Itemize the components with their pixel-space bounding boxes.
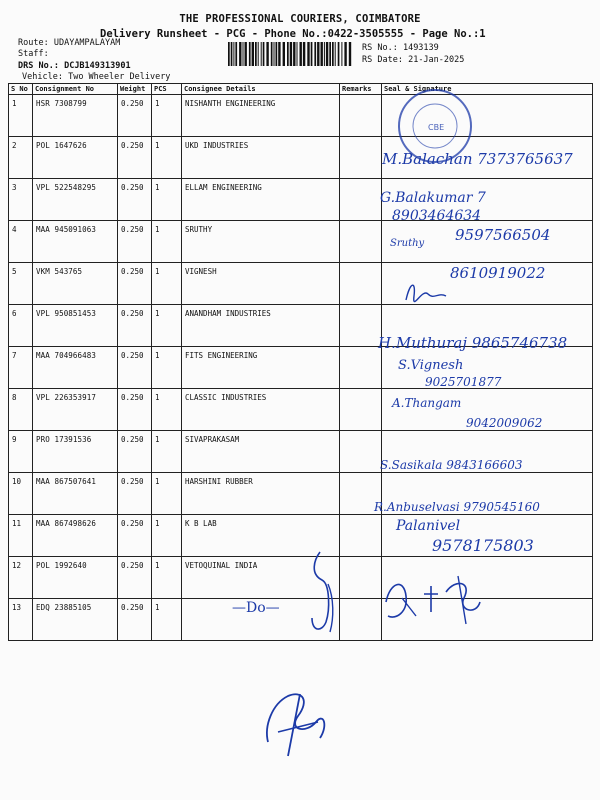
row-sno: 7 [9, 347, 33, 389]
row-pcs: 1 [152, 179, 182, 221]
runsheet-title: THE PROFESSIONAL COURIERS, COIMBATORE [179, 13, 421, 25]
row-consignee: VIGNESH [182, 263, 340, 305]
row-pcs: 1 [152, 389, 182, 431]
row-sno: 1 [9, 95, 33, 137]
row-weight: 0.250 [118, 263, 152, 305]
row-remarks [340, 221, 382, 263]
stamp-label: CBE [428, 123, 445, 132]
row-pcs: 1 [152, 95, 182, 137]
signature-row-4-name: Sruthy [390, 238, 425, 249]
col-header-remarks: Remarks [340, 84, 382, 95]
row-consignment-no: POL 1992640 [33, 557, 118, 599]
route-value: UDAYAMPALAYAM [53, 38, 121, 48]
rs-no-label: RS No.: [362, 43, 398, 53]
rs-no-value: 1493139 [402, 43, 439, 53]
row-consignment-no: MAA 867507641 [33, 473, 118, 515]
row-sno: 12 [9, 557, 33, 599]
signature-row-13 [376, 572, 486, 632]
drs-line [18, 61, 131, 71]
row-pcs: 1 [152, 347, 182, 389]
vehicle-value: Two Wheeler Delivery [68, 72, 171, 82]
row-sno: 11 [9, 515, 33, 557]
rs-date-value: 21-Jan-2025 [408, 55, 465, 65]
signature-row-8-phone: 9042009062 [466, 416, 543, 430]
row-consignee: SRUTHY [182, 221, 340, 263]
row-consignee: NISHANTH ENGINEERING [182, 95, 340, 137]
row-sno: 10 [9, 473, 33, 515]
runsheet-subtitle: Delivery Runsheet - PCG - Phone No.:0422-3505555 - Page No.:1 [100, 28, 486, 40]
row-remarks [340, 179, 382, 221]
row-remarks [340, 137, 382, 179]
row-pcs: 1 [152, 431, 182, 473]
row-weight: 0.250 [118, 431, 152, 473]
rs-no-line [362, 43, 439, 53]
vehicle-label: Vehicle: [22, 72, 63, 82]
row-consignment-no: VPL 950851453 [33, 305, 118, 347]
row-consignee: HARSHINI RUBBER [182, 473, 340, 515]
row-sno: 13 [9, 599, 33, 641]
signature-row-4-phone: 9597566504 [455, 226, 551, 244]
row-pcs: 1 [152, 599, 182, 641]
row-weight: 0.250 [118, 95, 152, 137]
col-header-pcs: PCS [152, 84, 182, 95]
row-consignment-no: MAA 867498626 [33, 515, 118, 557]
signature-row-3-phone: 8903464634 [392, 208, 482, 224]
drs-label: DRS No.: [18, 61, 59, 71]
row-weight: 0.250 [118, 599, 152, 641]
row-consignment-no: MAA 704966483 [33, 347, 118, 389]
signature-row-7-name-phone: H.Muthuraj 9865746738 [378, 334, 568, 352]
row-weight: 0.250 [118, 515, 152, 557]
row-consignee: VETOQUINAL INDIA [182, 557, 340, 599]
row-pcs: 1 [152, 473, 182, 515]
row-remarks [340, 431, 382, 473]
bottom-signature [258, 686, 338, 766]
row-pcs: 1 [152, 221, 182, 263]
signature-row-10: S.Sasikala 9843166603 [380, 458, 523, 472]
route-line [18, 38, 120, 48]
row-consignee: K B LAB [182, 515, 340, 557]
row-weight: 0.250 [118, 473, 152, 515]
signature-row-8-name: A.Thangam [392, 396, 462, 410]
row-consignee: UKD INDUSTRIES [182, 137, 340, 179]
row-sno: 2 [9, 137, 33, 179]
row-consignment-no: PRO 17391536 [33, 431, 118, 473]
col-header-consignment: Consignment No [33, 84, 118, 95]
row-pcs: 1 [152, 557, 182, 599]
col-header-sno: S No [9, 84, 33, 95]
row-consignment-no: VKM 543765 [33, 263, 118, 305]
row-sno: 4 [9, 221, 33, 263]
row-sno: 8 [9, 389, 33, 431]
signature-row-5-scribble [400, 278, 450, 304]
row-consignment-no: HSR 7308799 [33, 95, 118, 137]
col-header-weight: Weight [118, 84, 152, 95]
row-sno: 5 [9, 263, 33, 305]
signature-row-7-second-name: S.Vignesh [398, 358, 464, 373]
row-weight: 0.250 [118, 137, 152, 179]
signature-row-3-name: G.Balakumar 7 [380, 190, 486, 206]
signature-row-5-phone: 8610919022 [450, 264, 546, 282]
row-weight: 0.250 [118, 347, 152, 389]
col-header-consignee: Consignee Details [182, 84, 340, 95]
signature-row-11-second-phone: 9578175803 [432, 536, 534, 555]
signature-row-11-name-phone: R.Anbuselvasi 9790545160 [374, 500, 540, 514]
courier-stamp [380, 86, 490, 166]
row-consignment-no: VPL 226353917 [33, 389, 118, 431]
drs-value: DCJB149313901 [64, 61, 131, 71]
row-pcs: 1 [152, 263, 182, 305]
row-sno: 6 [9, 305, 33, 347]
signature-row-11-second-name: Palanivel [396, 518, 461, 534]
signature-row-7-second-phone: 9025701877 [425, 375, 502, 389]
table-header-row [9, 84, 593, 95]
route-label: Route: [18, 38, 49, 48]
col-header-signature: Seal & Signature [382, 84, 593, 95]
table-row [9, 95, 593, 137]
row-remarks [340, 95, 382, 137]
row-remarks [340, 515, 382, 557]
row-consignee: ELLAM ENGINEERING [182, 179, 340, 221]
barcode-image [228, 42, 354, 66]
row-remarks [340, 263, 382, 305]
row-sno: 3 [9, 179, 33, 221]
row-consignee: FITS ENGINEERING [182, 347, 340, 389]
row-weight: 0.250 [118, 305, 152, 347]
table-row [9, 179, 593, 221]
rs-date-line [362, 55, 464, 65]
row-pcs: 1 [152, 137, 182, 179]
vehicle-line [22, 72, 170, 82]
row-consignment-no: VPL 522548295 [33, 179, 118, 221]
row-remarks [340, 305, 382, 347]
row-weight: 0.250 [118, 221, 152, 263]
row-pcs: 1 [152, 305, 182, 347]
staff-label: Staff: [18, 49, 49, 59]
signature-row-2: M.Balachan 7373765637 [382, 150, 573, 168]
row-pcs: 1 [152, 515, 182, 557]
row-consignment-no: MAA 945091063 [33, 221, 118, 263]
row-weight: 0.250 [118, 389, 152, 431]
row-sno: 9 [9, 431, 33, 473]
ditto-mark: —Do— [232, 600, 280, 616]
row-weight: 0.250 [118, 557, 152, 599]
row-remarks [340, 347, 382, 389]
table-row [9, 347, 593, 389]
row-consignment-no: POL 1647626 [33, 137, 118, 179]
row-consignee: ANANDHAM INDUSTRIES [182, 305, 340, 347]
bracket-mark [300, 548, 340, 638]
row-consignment-no: EDQ 23885105 [33, 599, 118, 641]
row-consignee: CLASSIC INDUSTRIES [182, 389, 340, 431]
rs-date-label: RS Date: [362, 55, 403, 65]
row-consignee: SIVAPRAKASAM [182, 431, 340, 473]
row-remarks [340, 389, 382, 431]
row-weight: 0.250 [118, 179, 152, 221]
